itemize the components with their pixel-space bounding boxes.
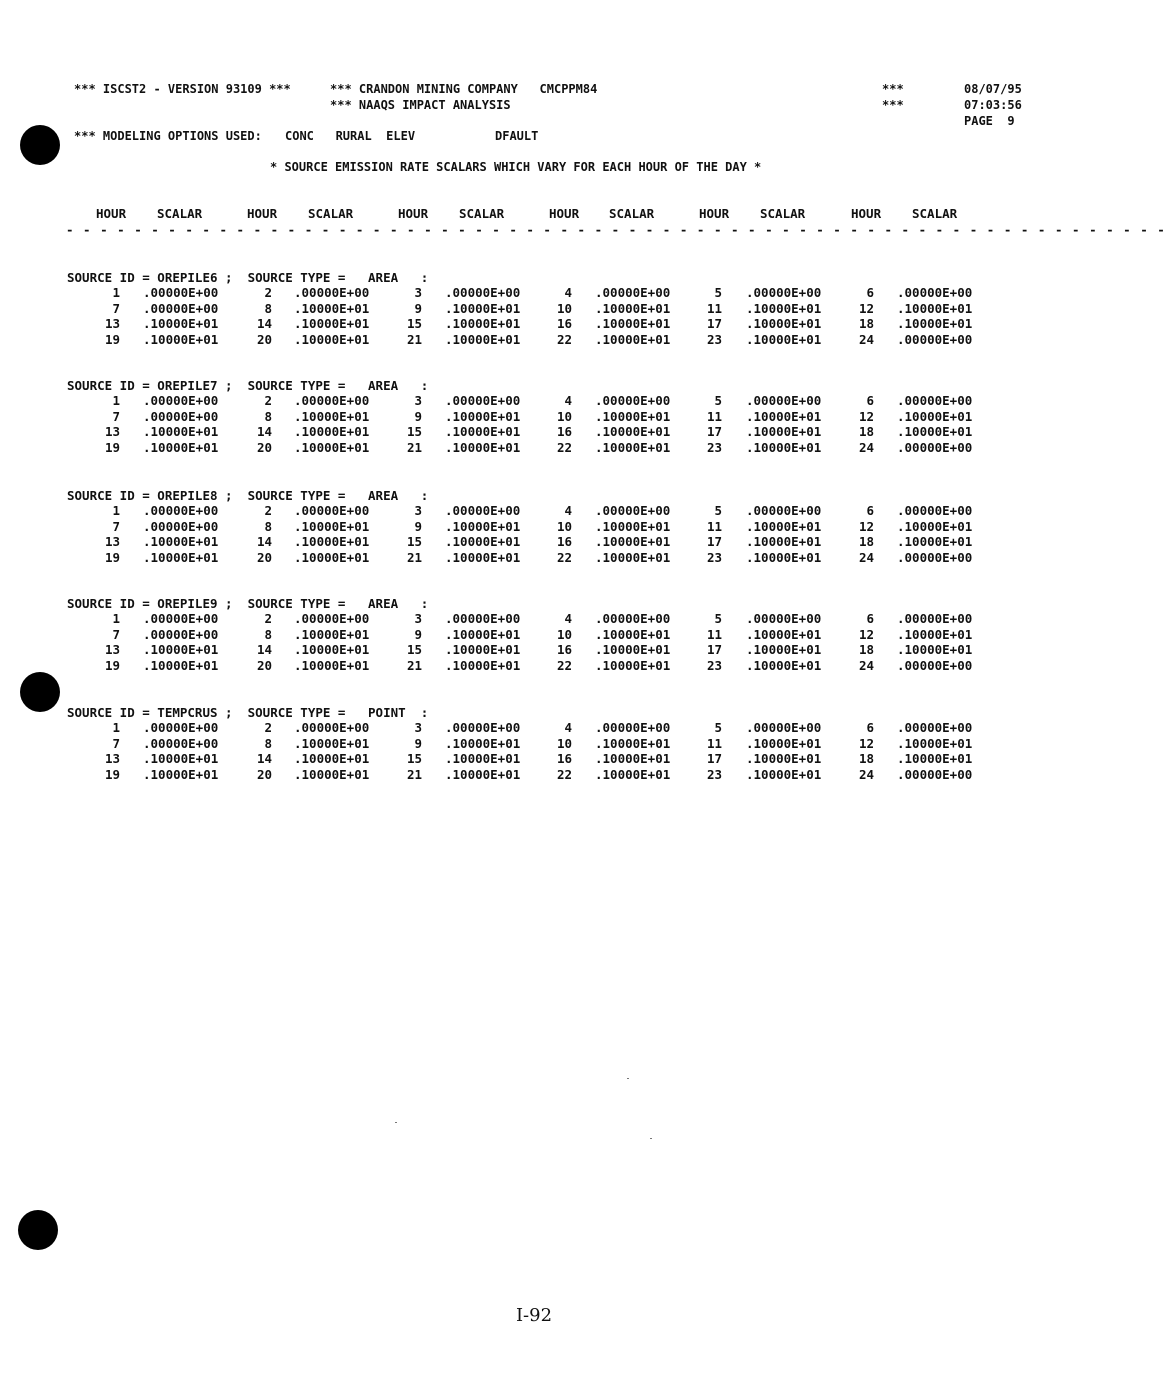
hour-cell: 12 xyxy=(858,518,874,534)
hour-cell: 4 xyxy=(564,503,572,518)
hour-cell: 4 xyxy=(564,611,572,626)
hour-cell: 18 xyxy=(858,424,874,439)
header-stars-1: *** xyxy=(882,82,904,96)
hour-cell: 24 xyxy=(858,766,874,782)
hour-cell: 5 xyxy=(714,503,722,518)
hour-cell: 8 xyxy=(264,408,272,424)
column-header-hour: HOUR xyxy=(247,206,278,221)
punch-hole-bottom xyxy=(18,1210,58,1250)
hour-cell: 1 xyxy=(112,720,120,735)
scalar-cell: .10000E+01 xyxy=(294,751,370,766)
scalar-cell: .10000E+01 xyxy=(746,518,822,534)
report-date: 08/07/95 xyxy=(964,82,1022,96)
scalar-cell: .10000E+01 xyxy=(445,300,521,316)
scalar-cell: .00000E+00 xyxy=(897,331,973,347)
scalar-cell: .00000E+00 xyxy=(595,285,671,300)
scalar-cell: .10000E+01 xyxy=(746,408,822,424)
hour-cell: 3 xyxy=(414,285,422,300)
scalar-cell: .00000E+00 xyxy=(294,611,370,626)
scalar-cell: .10000E+01 xyxy=(595,549,671,565)
scalar-cell: .00000E+00 xyxy=(445,720,521,735)
scalar-cell: .10000E+01 xyxy=(746,657,822,673)
hour-cell: 9 xyxy=(414,735,422,751)
scalar-cell: .10000E+01 xyxy=(897,408,973,424)
scalar-cell: .00000E+00 xyxy=(294,503,370,518)
hour-cell: 16 xyxy=(556,751,572,766)
hour-cell: 1 xyxy=(112,503,120,518)
hour-cell: 21 xyxy=(406,657,422,673)
scalar-cell: .10000E+01 xyxy=(294,331,370,347)
scalar-cell: .00000E+00 xyxy=(143,503,219,518)
scalar-cell: .10000E+01 xyxy=(294,424,370,439)
column-header-hour: HOUR xyxy=(96,206,127,221)
hour-cell: 17 xyxy=(706,751,722,766)
scalar-cell: .00000E+00 xyxy=(143,408,219,424)
hour-cell: 5 xyxy=(714,285,722,300)
column-header-hour: HOUR xyxy=(398,206,429,221)
hour-cell: 11 xyxy=(706,735,722,751)
hour-cell: 13 xyxy=(104,534,120,549)
hour-cell: 7 xyxy=(112,626,120,642)
company-name: *** CRANDON MINING COMPANY CMCPPM84 xyxy=(330,82,598,96)
scalar-cell: .10000E+01 xyxy=(897,300,973,316)
hour-cell: 2 xyxy=(264,720,272,735)
source-header: SOURCE ID = OREPILE6 ; SOURCE TYPE = AREA : xyxy=(67,270,429,285)
hour-cell: 6 xyxy=(866,720,874,735)
punch-hole-middle xyxy=(20,672,60,712)
hour-cell: 2 xyxy=(264,393,272,408)
scalar-cell: .10000E+01 xyxy=(294,626,370,642)
report-time: 07:03:56 xyxy=(964,98,1022,112)
hour-cell: 11 xyxy=(706,300,722,316)
hour-cell: 21 xyxy=(406,549,422,565)
source-header: SOURCE ID = OREPILE9 ; SOURCE TYPE = AREA : xyxy=(67,596,429,611)
hour-cell: 14 xyxy=(256,316,272,331)
scalar-cell: .10000E+01 xyxy=(445,735,521,751)
scalar-cell: .00000E+00 xyxy=(746,503,822,518)
hour-cell: 20 xyxy=(256,439,272,455)
scalar-cell: .10000E+01 xyxy=(294,735,370,751)
scalar-cell: .10000E+01 xyxy=(897,316,973,331)
scalar-cell: .10000E+01 xyxy=(294,549,370,565)
scalar-cell: .10000E+01 xyxy=(143,751,219,766)
hour-cell: 24 xyxy=(858,331,874,347)
scalar-cell: .10000E+01 xyxy=(897,518,973,534)
hour-cell: 19 xyxy=(104,766,120,782)
hour-cell: 14 xyxy=(256,424,272,439)
hour-cell: 22 xyxy=(556,439,572,455)
scalar-cell: .10000E+01 xyxy=(294,766,370,782)
scalar-cell: .10000E+01 xyxy=(445,549,521,565)
scalar-cell: .10000E+01 xyxy=(897,424,973,439)
scalar-cell: .10000E+01 xyxy=(143,642,219,657)
hour-cell: 23 xyxy=(706,549,722,565)
scalar-cell: .10000E+01 xyxy=(445,534,521,549)
scalar-cell: .00000E+00 xyxy=(746,285,822,300)
scalar-cell: .10000E+01 xyxy=(294,534,370,549)
hour-cell: 24 xyxy=(858,549,874,565)
scalar-cell: .00000E+00 xyxy=(143,285,219,300)
scalar-cell: .00000E+00 xyxy=(595,720,671,735)
hour-cell: 18 xyxy=(858,534,874,549)
scalar-cell: .00000E+00 xyxy=(746,393,822,408)
hour-cell: 11 xyxy=(706,408,722,424)
hour-cell: 16 xyxy=(556,642,572,657)
hour-cell: 23 xyxy=(706,766,722,782)
hour-cell: 19 xyxy=(104,657,120,673)
hour-cell: 17 xyxy=(706,642,722,657)
hour-cell: 15 xyxy=(406,751,422,766)
scalar-cell: .10000E+01 xyxy=(445,751,521,766)
scalar-cell: .10000E+01 xyxy=(294,642,370,657)
scalar-cell: .10000E+01 xyxy=(595,642,671,657)
hour-cell: 7 xyxy=(112,735,120,751)
scalar-cell: .00000E+00 xyxy=(294,285,370,300)
scalar-cell: .00000E+00 xyxy=(897,611,973,626)
scalar-cell: .10000E+01 xyxy=(595,331,671,347)
hour-cell: 11 xyxy=(706,518,722,534)
scalar-cell: .10000E+01 xyxy=(595,657,671,673)
hour-cell: 12 xyxy=(858,735,874,751)
hour-cell: 17 xyxy=(706,534,722,549)
scalar-cell: .10000E+01 xyxy=(746,766,822,782)
hour-cell: 21 xyxy=(406,331,422,347)
hour-cell: 9 xyxy=(414,408,422,424)
hour-cell: 15 xyxy=(406,642,422,657)
hour-cell: 8 xyxy=(264,518,272,534)
hour-cell: 9 xyxy=(414,518,422,534)
column-header-scalar: SCALAR xyxy=(609,206,655,221)
hour-cell: 19 xyxy=(104,331,120,347)
scalar-cell: .00000E+00 xyxy=(143,393,219,408)
scalar-cell: .10000E+01 xyxy=(143,316,219,331)
scalar-cell: .00000E+00 xyxy=(746,720,822,735)
hour-cell: 16 xyxy=(556,534,572,549)
scalar-cell: .00000E+00 xyxy=(143,626,219,642)
scalar-cell: .10000E+01 xyxy=(595,408,671,424)
hour-cell: 19 xyxy=(104,549,120,565)
hour-cell: 8 xyxy=(264,735,272,751)
hour-cell: 9 xyxy=(414,300,422,316)
hour-cell: 10 xyxy=(556,626,572,642)
hour-cell: 4 xyxy=(564,393,572,408)
scalar-cell: .10000E+01 xyxy=(294,439,370,455)
hour-cell: 10 xyxy=(556,518,572,534)
hour-cell: 12 xyxy=(858,408,874,424)
source-header: SOURCE ID = OREPILE8 ; SOURCE TYPE = AREA : xyxy=(67,488,429,503)
hour-cell: 15 xyxy=(406,316,422,331)
scalar-cell: .00000E+00 xyxy=(143,720,219,735)
hour-cell: 8 xyxy=(264,626,272,642)
scalar-cell: .10000E+01 xyxy=(746,626,822,642)
hour-cell: 20 xyxy=(256,657,272,673)
scalar-cell: .10000E+01 xyxy=(445,439,521,455)
scalar-cell: .00000E+00 xyxy=(595,611,671,626)
hour-cell: 13 xyxy=(104,642,120,657)
scalar-cell: .00000E+00 xyxy=(897,657,973,673)
scalar-cell: .00000E+00 xyxy=(143,611,219,626)
scalar-cell: .10000E+01 xyxy=(445,766,521,782)
hour-cell: 1 xyxy=(112,393,120,408)
program-version: *** ISCST2 - VERSION 93109 *** xyxy=(74,82,291,96)
column-header-scalar: SCALAR xyxy=(760,206,806,221)
scalar-cell: .10000E+01 xyxy=(294,657,370,673)
scalar-cell: .00000E+00 xyxy=(897,393,973,408)
scalar-cell: .00000E+00 xyxy=(445,611,521,626)
modeling-options: CONC RURAL ELEV xyxy=(285,129,416,143)
scalar-cell: .10000E+01 xyxy=(143,331,219,347)
scalar-cell: .10000E+01 xyxy=(746,735,822,751)
scan-speck xyxy=(650,1138,652,1139)
scalar-cell: .10000E+01 xyxy=(897,735,973,751)
hour-cell: 13 xyxy=(104,424,120,439)
hour-cell: 13 xyxy=(104,751,120,766)
scalar-cell: .10000E+01 xyxy=(445,424,521,439)
scan-speck xyxy=(627,1078,629,1079)
scalar-cell: .10000E+01 xyxy=(746,751,822,766)
hour-cell: 23 xyxy=(706,439,722,455)
modeling-option-dfault: DFAULT xyxy=(495,129,539,143)
hour-cell: 16 xyxy=(556,316,572,331)
scalar-cell: .10000E+01 xyxy=(595,424,671,439)
header-stars-2: *** xyxy=(882,98,904,112)
footer-page-label: I-92 xyxy=(515,1305,553,1326)
hour-cell: 15 xyxy=(406,424,422,439)
hour-cell: 18 xyxy=(858,751,874,766)
hour-cell: 9 xyxy=(414,626,422,642)
hour-cell: 24 xyxy=(858,439,874,455)
scalar-cell: .10000E+01 xyxy=(897,534,973,549)
hour-cell: 18 xyxy=(858,316,874,331)
hour-cell: 12 xyxy=(858,626,874,642)
scalar-cell: .10000E+01 xyxy=(445,657,521,673)
hour-cell: 11 xyxy=(706,626,722,642)
hour-cell: 17 xyxy=(706,424,722,439)
hour-cell: 23 xyxy=(706,657,722,673)
scalar-cell: .10000E+01 xyxy=(294,408,370,424)
scalar-cell: .00000E+00 xyxy=(897,503,973,518)
hour-cell: 6 xyxy=(866,393,874,408)
hour-cell: 22 xyxy=(556,766,572,782)
hour-cell: 23 xyxy=(706,331,722,347)
scalar-cell: .10000E+01 xyxy=(143,766,219,782)
scalar-cell: .10000E+01 xyxy=(595,316,671,331)
scalar-cell: .10000E+01 xyxy=(294,518,370,534)
modeling-options-label: *** MODELING OPTIONS USED: xyxy=(74,129,262,143)
source-header: SOURCE ID = OREPILE7 ; SOURCE TYPE = AREA : xyxy=(67,378,429,393)
hour-cell: 3 xyxy=(414,720,422,735)
scalar-cell: .10000E+01 xyxy=(746,331,822,347)
hour-cell: 6 xyxy=(866,285,874,300)
hour-cell: 7 xyxy=(112,518,120,534)
hour-cell: 1 xyxy=(112,611,120,626)
hour-cell: 8 xyxy=(264,300,272,316)
hour-cell: 5 xyxy=(714,393,722,408)
scalar-cell: .00000E+00 xyxy=(445,285,521,300)
scalar-cell: .10000E+01 xyxy=(746,424,822,439)
hour-cell: 1 xyxy=(112,285,120,300)
hour-cell: 21 xyxy=(406,766,422,782)
column-header-scalar: SCALAR xyxy=(912,206,958,221)
hour-cell: 22 xyxy=(556,549,572,565)
scalar-cell: .10000E+01 xyxy=(294,316,370,331)
scalar-cell: .10000E+01 xyxy=(897,626,973,642)
scalar-cell: .10000E+01 xyxy=(445,331,521,347)
hour-cell: 21 xyxy=(406,439,422,455)
scalar-cell: .00000E+00 xyxy=(143,518,219,534)
hour-cell: 22 xyxy=(556,331,572,347)
hour-cell: 4 xyxy=(564,720,572,735)
scalar-cell: .10000E+01 xyxy=(445,642,521,657)
scalar-cell: .10000E+01 xyxy=(746,534,822,549)
scalar-cell: .00000E+00 xyxy=(595,393,671,408)
scalar-cell: .00000E+00 xyxy=(294,720,370,735)
column-header-hour: HOUR xyxy=(851,206,882,221)
hour-cell: 19 xyxy=(104,439,120,455)
scalar-cell: .10000E+01 xyxy=(746,300,822,316)
hour-cell: 20 xyxy=(256,549,272,565)
hour-cell: 12 xyxy=(858,300,874,316)
hour-cell: 18 xyxy=(858,642,874,657)
hour-cell: 5 xyxy=(714,611,722,626)
hour-cell: 10 xyxy=(556,735,572,751)
hour-cell: 7 xyxy=(112,300,120,316)
scalar-cell: .10000E+01 xyxy=(746,439,822,455)
scalar-cell: .00000E+00 xyxy=(897,285,973,300)
hour-cell: 14 xyxy=(256,534,272,549)
analysis-title: *** NAAQS IMPACT ANALYSIS xyxy=(330,98,511,112)
scalar-cell: .00000E+00 xyxy=(746,611,822,626)
hour-cell: 16 xyxy=(556,424,572,439)
scalar-cell: .10000E+01 xyxy=(595,626,671,642)
scalar-cell: .10000E+01 xyxy=(746,549,822,565)
scalar-cell: .10000E+01 xyxy=(294,300,370,316)
column-header-hour: HOUR xyxy=(699,206,730,221)
scalar-cell: .10000E+01 xyxy=(595,534,671,549)
scalar-cell: .10000E+01 xyxy=(445,626,521,642)
hour-cell: 15 xyxy=(406,534,422,549)
hour-cell: 2 xyxy=(264,611,272,626)
hour-cell: 3 xyxy=(414,611,422,626)
scalar-cell: .00000E+00 xyxy=(143,735,219,751)
column-header-scalar: SCALAR xyxy=(157,206,203,221)
scalar-cell: .10000E+01 xyxy=(595,766,671,782)
scalar-cell: .10000E+01 xyxy=(143,657,219,673)
scalar-cell: .10000E+01 xyxy=(445,316,521,331)
column-header-hour: HOUR xyxy=(549,206,580,221)
hour-cell: 4 xyxy=(564,285,572,300)
scalar-cell: .00000E+00 xyxy=(143,300,219,316)
hour-cell: 14 xyxy=(256,642,272,657)
scalar-cell: .00000E+00 xyxy=(294,393,370,408)
hour-cell: 2 xyxy=(264,503,272,518)
page-number: PAGE 9 xyxy=(964,114,1015,128)
hour-cell: 10 xyxy=(556,300,572,316)
hour-cell: 3 xyxy=(414,503,422,518)
column-header-scalar: SCALAR xyxy=(459,206,505,221)
hour-cell: 20 xyxy=(256,331,272,347)
column-header-scalar: SCALAR xyxy=(308,206,354,221)
scalar-cell: .10000E+01 xyxy=(897,751,973,766)
scalar-cell: .10000E+01 xyxy=(143,549,219,565)
scalar-cell: .10000E+01 xyxy=(595,518,671,534)
scalar-cell: .00000E+00 xyxy=(897,766,973,782)
scalar-cell: .10000E+01 xyxy=(445,518,521,534)
scalar-cell: .10000E+01 xyxy=(595,751,671,766)
scalar-cell: .10000E+01 xyxy=(445,408,521,424)
scalar-cell: .10000E+01 xyxy=(143,424,219,439)
hour-cell: 22 xyxy=(556,657,572,673)
source-header: SOURCE ID = TEMPCRUS ; SOURCE TYPE = POINT : xyxy=(67,705,429,720)
hour-cell: 10 xyxy=(556,408,572,424)
section-title: * SOURCE EMISSION RATE SCALARS WHICH VARY FOR EACH HOUR OF THE DAY * xyxy=(270,160,762,174)
hour-cell: 5 xyxy=(714,720,722,735)
hour-cell: 17 xyxy=(706,316,722,331)
scalar-cell: .00000E+00 xyxy=(445,393,521,408)
hour-cell: 6 xyxy=(866,611,874,626)
scan-speck xyxy=(395,1122,397,1123)
header-divider: - - - - - - - - - - - - - - - - - - - - - - - - - - - - - - - - - - - - - - - - - - - - - - - - - - - - - - - - - - - - - - - - - xyxy=(66,222,1166,237)
scalar-cell: .10000E+01 xyxy=(143,534,219,549)
hour-cell: 6 xyxy=(866,503,874,518)
hour-cell: 13 xyxy=(104,316,120,331)
hour-cell: 7 xyxy=(112,408,120,424)
scalar-cell: .10000E+01 xyxy=(595,300,671,316)
scalar-cell: .00000E+00 xyxy=(445,503,521,518)
scalar-cell: .00000E+00 xyxy=(595,503,671,518)
hour-cell: 2 xyxy=(264,285,272,300)
hour-cell: 14 xyxy=(256,751,272,766)
scalar-cell: .10000E+01 xyxy=(746,316,822,331)
hour-cell: 20 xyxy=(256,766,272,782)
scalar-cell: .00000E+00 xyxy=(897,549,973,565)
hour-cell: 24 xyxy=(858,657,874,673)
scalar-cell: .10000E+01 xyxy=(595,439,671,455)
scalar-cell: .10000E+01 xyxy=(746,642,822,657)
scalar-cell: .10000E+01 xyxy=(143,439,219,455)
scalar-cell: .10000E+01 xyxy=(897,642,973,657)
scalar-cell: .00000E+00 xyxy=(897,439,973,455)
scalar-cell: .10000E+01 xyxy=(595,735,671,751)
punch-hole-top xyxy=(20,125,60,165)
hour-cell: 3 xyxy=(414,393,422,408)
scalar-cell: .00000E+00 xyxy=(897,720,973,735)
